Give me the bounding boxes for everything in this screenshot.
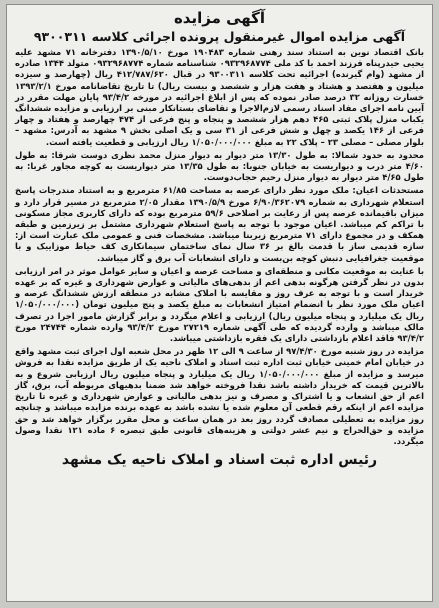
notice-subtitle: آگهی مزایده اموال غیرمنقول پرونده اجرائی کلاسه ۹۳۰۰۳۱۱ bbox=[33, 29, 406, 44]
notice-paragraph-intro: بانک اقتصاد نوین به استناد سند رهنی شماره ۱۹۰۴۸۳ مورخ ۱۳۹۰/۵/۱۰ دفترخانه ۷۱ مشهد علیه یحیی حیدرپناه فرزند احمد با کد ملی ۰۹۳۲۹۶۸۷۷۴ شناسنامه شماره ۰۹۳۲۹۶۸۷۷۴ متولد ۱۳۴۴ صادره از مشهد (وام گیرنده) اجرائیه تحت کلاسه ۹۳۰۰۳۱۱ در قبال ۴۱۲/۷۸۷/۶۲۰ ریال (چهارصد و سیزده میلیون و هفتصد و هشتاد و هفت هزار و ششصد و بیست ریال) تا تاریخ تقاضانامه مورخ ۱۳۹۳/۲/۱ خسارت روزانه ۳۲ درصد صادر نموده که پس از ابلاغ اجرائیه در مورخه ۹۳/۴/۲ پایان مهلت مقرر در آیین نامه اجرای مفاد اسناد رسمی لازم‌الاجرا و تقاضای بستانکار مبنی بر ارزیابی و مزایده ششدانگ یکباب منزل پلاک ثبتی ۴۶۵ دهم هزار ششصد و پنجاه و پنج فرعی از ۴۷۴ چهارصد و هفتاد و چهار فرعی از ۱۴۶ یکصد و چهل و شش فرعی از ۳۱ سی و یک اصلی بخش ۹ مشهد به آدرس: مشهد – بلوار مصلی – مصلی ۲۳ – پلاک ۲۲ به مبلغ ۱/۰۵۰/۰۰۰/۰۰۰ ریال ارزیابی و قطعیت یافته است. bbox=[15, 47, 425, 147]
notice-paragraph-valuation: با عنایت به موقعیت مکانی و منطقه‌ای و مساحت عرصه و اعیان و سایر عوامل موثر در امر ارزیابی بدون در نظر گرفتن هرگونه بدهی اعم از بدهی‌های مالیاتی و عوارض شهرداری و غیره که بر عهده خریدار است و با توجه به عرف روز و مقایسه با املاک مشابه در منطقه ارزش ششدانگ عرصه و اعیان ملک مورد نظر با انضمام امتیاز انشعابات به مبلغ یکصد و پنج میلیون تومان (۱/۰۵۰/۰۰۰/۰۰۰ ریال یک میلیارد و پنجاه میلیون ریال) ارزیابی و اعلام میگردد و برابر گزارش مامور اجرا در تصرف مالک میباشد و وارده گردیده که طی آگهی شماره ۲۷۲۱۹ مورخ ۹۳/۴/۲ وارده شماره ۲۴۷۴۴ مورخ ۹۳/۴/۲ فاقد اعلام بازداشتی دارای یک فقره بازداشتی میباشد. bbox=[15, 265, 425, 344]
notice-paragraph-auction-terms: مزایده در روز شنبه مورخ ۹۷/۴/۳۰ از ساعت ۹ الی ۱۲ ظهر در محل شعبه اول اجرای ثبت مشهد واقع در خیابان امام خمینی خیابان ثبت اداره ثبت اسناد و املاک ناحیه یک از طریق مزایده نقدا به فروش میرسد و مزایده از مبلغ ۱/۰۵۰/۰۰۰/۰۰۰ ریال یک میلیارد و پنجاه میلیون ریال ارزیابی شروع و به بالاترین قیمت که خریدار داشته باشد نقدا فروخته خواهد شد ضمنا بدهیهای مربوطه آب، برق، گاز اعم از حق انشعاب و یا اشتراک و مصرف و نیز بدهی مالیاتی و عوارض شهرداری و غیره تا تاریخ مزایده اعم از اینکه رقم قطعی آن معلوم شده یا نشده باشد به عهده برنده مزایده میباشد و چنانچه روز مزایده به تعطیلی مصادف گردد روز بعد در همان ساعت و محل مقرر برگزار خواهد شد و حق مزایده و حق‌الحراج و نیم عشر دولتی و هزینه‌های قانونی طبق تبصره ۶ ماده ۱۲۱ نقدا وصول میگردد. bbox=[15, 346, 425, 446]
notice-paragraph-building: مستحدثات اعیان: ملک مورد نظر دارای عرصه به مساحت ۶۱/۸۵ مترمربع و به استناد مندرجات پاسخ استعلام شهرداری به شماره ۶/۹۰/۳۶۲۰۷۹ مورخ ۱۳۹۰/۵/۹ مقدار ۲/۰۵ مترمربع در مسیر قرار دارد و میزان باقیمانده عرصه پس از رعایت بر اصلاحی ۵۹/۶ مترمربع بوده که دارای کاربری مجاز مسکونی با تراکم کم میباشد. اعیان موجود با توجه به پاسخ استعلام شهرداری مشتمل بر زیرزمین و طبقه همکف و در مجموع دارای ۷۱ مترمربع زیربنا میباشد. مشخصات فنی و عمومی ملک عبارت است از: سازه قدیمی ساز با قدمت بالغ بر ۳۶ سال نمای ساختمان سیمانکاری کف حیاط موزاییک و با موقعیت جغرافیایی دنبش کوچه بن‌بست و دارای انشعابات آب برق و گاز میباشد. bbox=[15, 185, 425, 263]
notice-paragraph-boundaries: محدود به حدود شمالا: به طول ۱۳/۳۰ متر دیوار به دیوار منزل محمد نظری دوست شرقا: به طول ۴/۶۰ متر درب و دیواریست به خیابان جنوبا: به طول ۱۳/۳۵ متر دیواریست به کوچه مجاور غربا: به طول ۴/۶۵ متر دیوار به دیوار منزل رحیم حجاب‌دوست. bbox=[15, 149, 424, 183]
newspaper-clipping bbox=[6, 4, 433, 602]
notice-title: آگهی مزایده bbox=[173, 9, 266, 27]
notice-signature: رئیس اداره ثبت اسناد و املاک ناحیه یک مشهد bbox=[61, 452, 378, 469]
